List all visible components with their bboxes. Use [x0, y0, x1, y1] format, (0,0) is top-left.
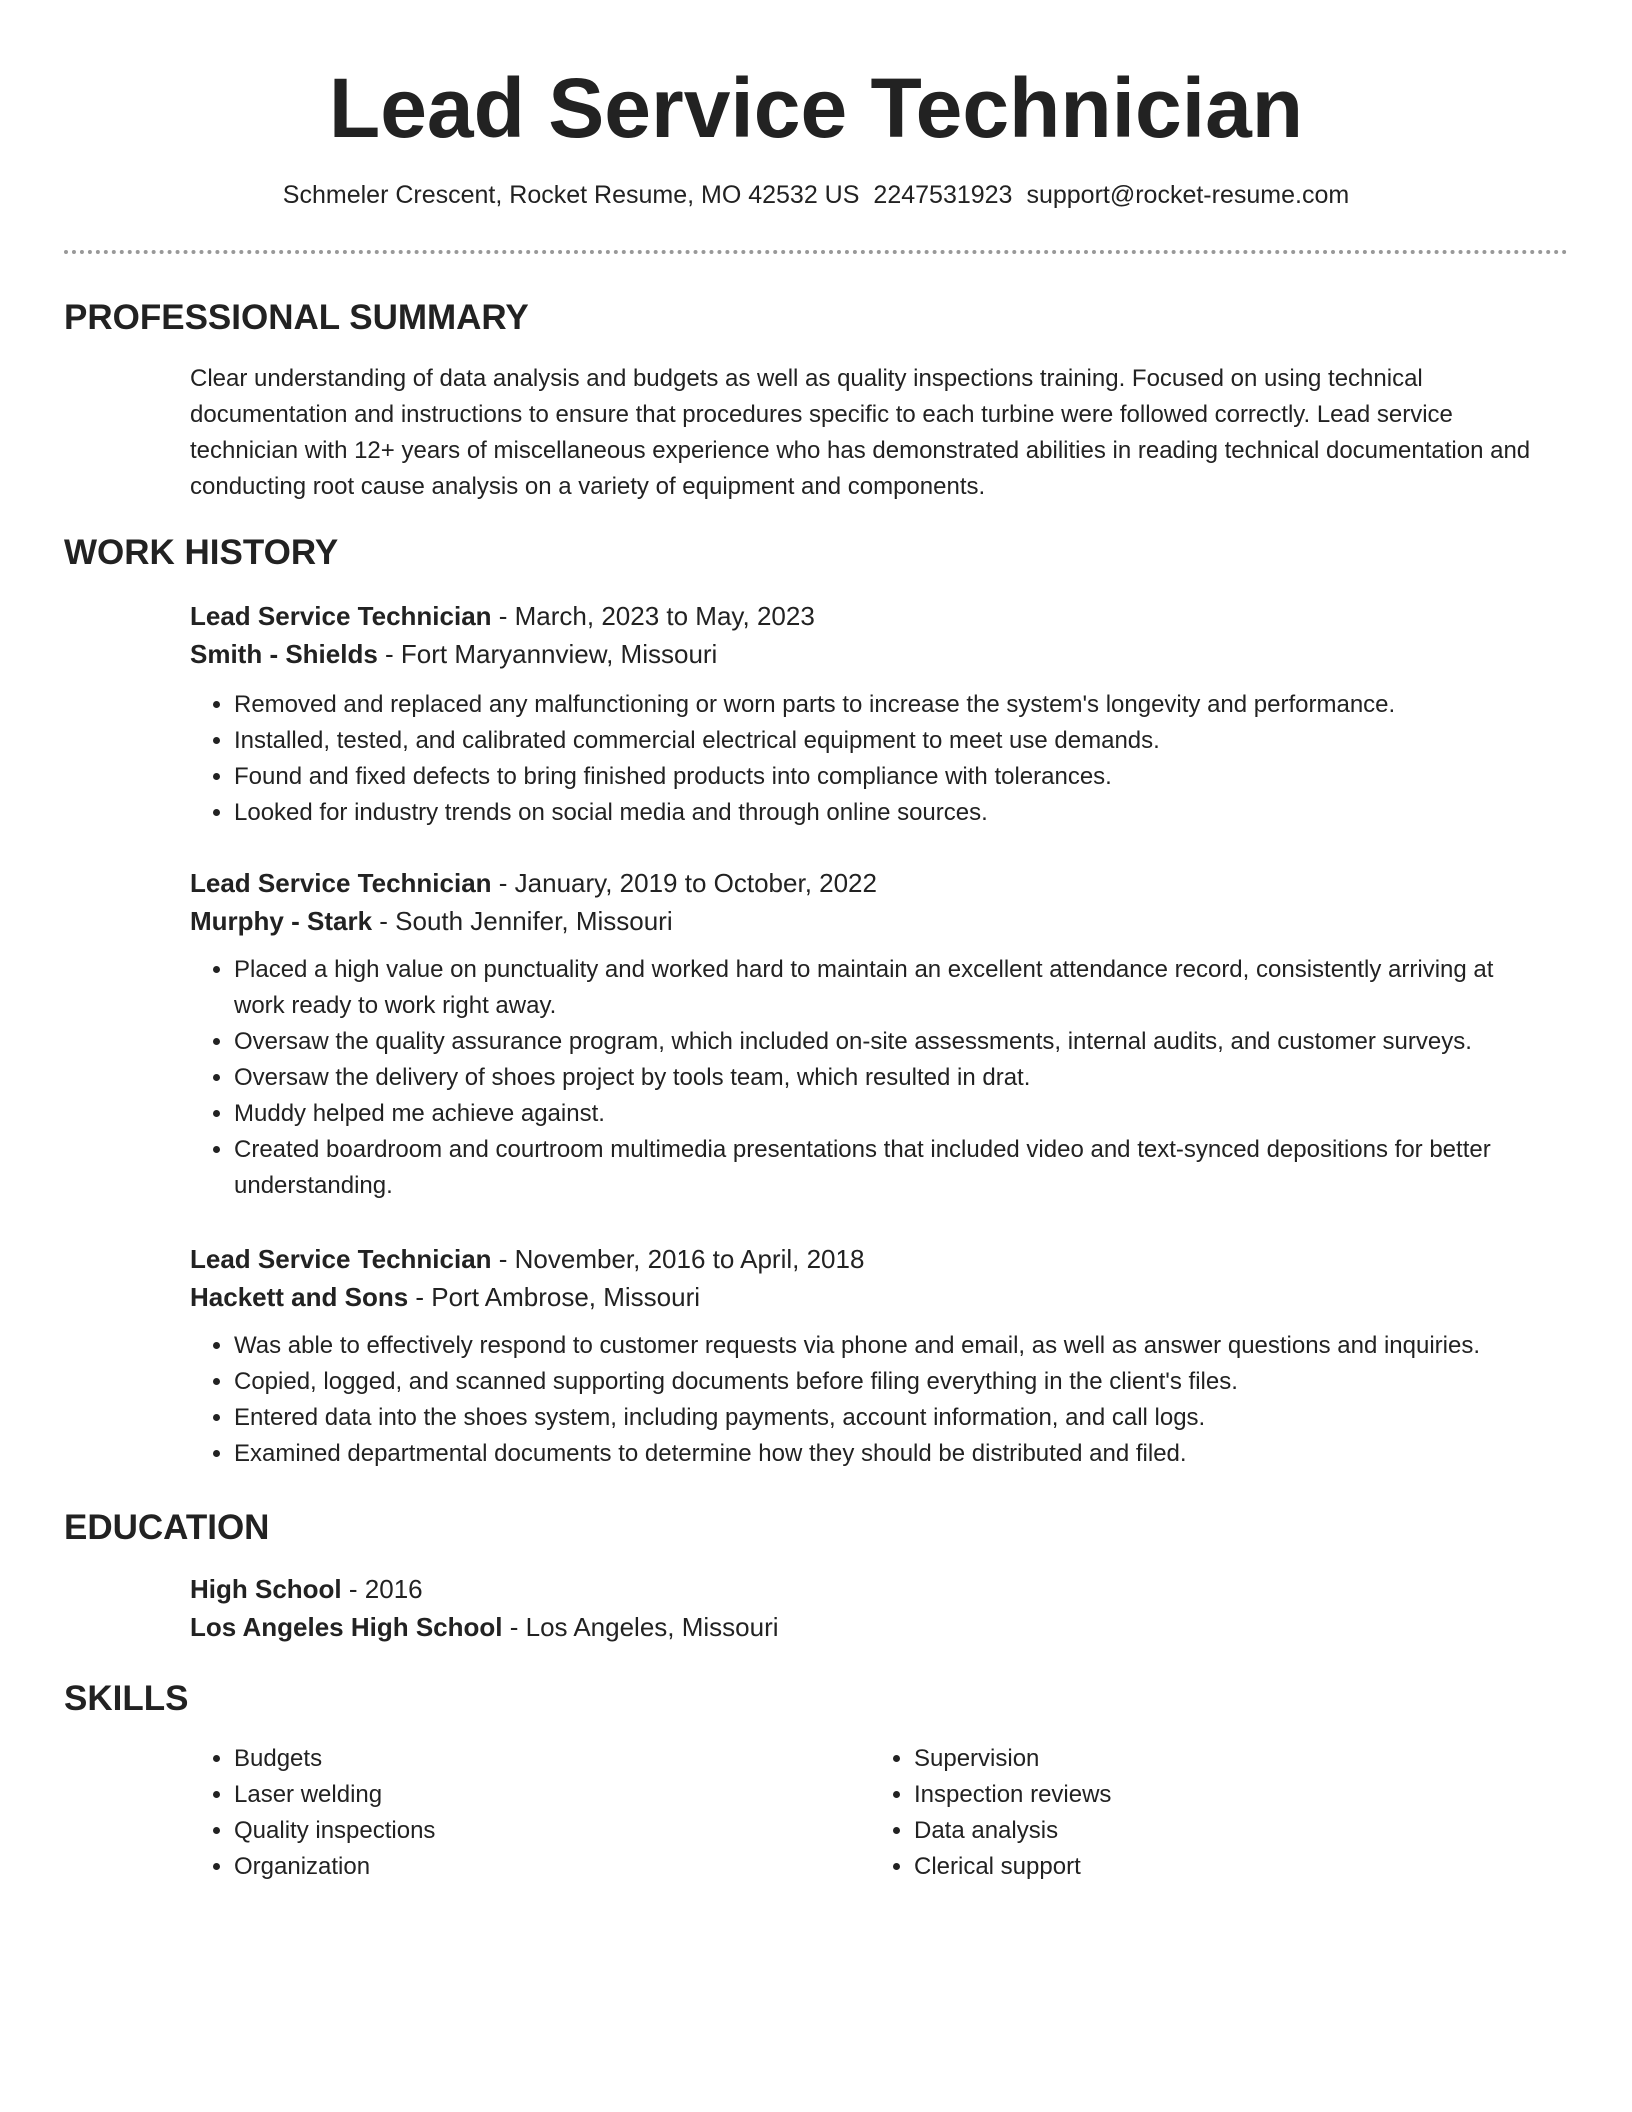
job-bullets	[190, 687, 1550, 831]
resume-header	[64, 0, 1568, 158]
section-title-education: EDUCATION	[64, 1508, 270, 1547]
education-school-line	[190, 1608, 1550, 1646]
job-bullet: • Looked for industry trends on social media and through online sources.	[234, 795, 1550, 831]
skill-item: • Supervision	[914, 1741, 1550, 1777]
contact-address: Schmeler Crescent, Rocket Resume, MO 42532 US	[282, 181, 860, 209]
job-bullet: • Oversaw the quality assurance program, which included on-site assessments, internal audits, and customer surveys.	[234, 1024, 1550, 1060]
job-company: Smith - Shields	[190, 639, 378, 669]
job-role: Lead Service Technician	[190, 1244, 492, 1274]
skill-item: • Laser welding	[234, 1777, 870, 1813]
job-bullets	[190, 1328, 1550, 1472]
skill-item: • Budgets	[234, 1741, 870, 1777]
candidate-name: Lead Service Technician	[328, 61, 1304, 155]
job-bullet: • Created boardroom and courtroom multimedia presentations that included video and text-synced depositions for better understanding.	[234, 1132, 1550, 1204]
job-role: Lead Service Technician	[190, 868, 492, 898]
job-dates: - November, 2016 to April, 2018	[491, 1244, 865, 1274]
job-company: Hackett and Sons	[190, 1282, 409, 1312]
job-bullet: • Copied, logged, and scanned supporting documents before filing everything in the client's files.	[234, 1364, 1550, 1400]
education-degree-line	[190, 1570, 1550, 1608]
section-title-summary: PROFESSIONAL SUMMARY	[64, 298, 529, 337]
job-title-line	[190, 864, 1550, 902]
header-divider	[64, 250, 1568, 254]
job-role: Lead Service Technician	[190, 601, 492, 631]
job-location: - South Jennifer, Missouri	[372, 906, 673, 936]
contact-line	[0, 178, 1632, 212]
education-degree: High School	[190, 1574, 342, 1604]
job-location: - Fort Maryannview, Missouri	[377, 639, 718, 669]
job-company: Murphy - Stark	[190, 906, 373, 936]
job-bullet: • Muddy helped me achieve against.	[234, 1096, 1550, 1132]
job-entry	[190, 864, 1550, 1204]
summary-text: Clear understanding of data analysis and budgets as well as quality inspections training. Focused on using technical documentation and instructions to ensure that procedures specific to each turbine were followed correctly. Lead service technician with 12+ years of miscellaneous experience who has demonstrated abilities in reading technical documentation and conducting root cause analysis on a variety of equipment and components.	[190, 365, 1531, 500]
skill-item: • Clerical support	[914, 1849, 1550, 1885]
education-school: Los Angeles High School	[190, 1612, 503, 1642]
job-bullet: • Oversaw the delivery of shoes project by tools team, which resulted in drat.	[234, 1060, 1550, 1096]
contact-phone: 2247531923	[873, 181, 1013, 209]
section-title-skills: SKILLS	[64, 1679, 189, 1718]
skill-item: • Inspection reviews	[914, 1777, 1550, 1813]
job-bullet: • Removed and replaced any malfunctioning or worn parts to increase the system's longevity and performance.	[234, 687, 1550, 723]
job-bullet: • Installed, tested, and calibrated commercial electrical equipment to meet use demands.	[234, 723, 1550, 759]
skill-item: • Data analysis	[914, 1813, 1550, 1849]
job-bullets	[190, 952, 1550, 1204]
job-bullet: • Was able to effectively respond to customer requests via phone and email, as well as answer questions and inquiries.	[234, 1328, 1550, 1364]
skills-column-right	[870, 1741, 1550, 1885]
job-title-line	[190, 597, 1550, 635]
job-entry	[190, 1240, 1550, 1472]
job-company-line	[190, 635, 1550, 673]
skill-item: • Quality inspections	[234, 1813, 870, 1849]
job-bullet: • Placed a high value on punctuality and worked hard to maintain an excellent attendance record, consistently arriving at work ready to work right away.	[234, 952, 1550, 1024]
job-dates: - January, 2019 to October, 2022	[491, 868, 877, 898]
job-bullet: • Found and fixed defects to bring finished products into compliance with tolerances.	[234, 759, 1550, 795]
skills-column-left	[190, 1741, 870, 1885]
job-bullet: • Examined departmental documents to determine how they should be distributed and filed.	[234, 1436, 1550, 1472]
job-company-line	[190, 1278, 1550, 1316]
job-bullet: • Entered data into the shoes system, including payments, account information, and call logs.	[234, 1400, 1550, 1436]
contact-email: support@rocket-resume.com	[1026, 181, 1350, 209]
skills-list	[190, 1741, 1550, 1885]
job-company-line	[190, 902, 1550, 940]
job-title-line	[190, 1240, 1550, 1278]
job-location: - Port Ambrose, Missouri	[408, 1282, 701, 1312]
job-entry	[190, 597, 1550, 831]
section-title-work-history: WORK HISTORY	[64, 533, 339, 572]
skill-item: • Organization	[234, 1849, 870, 1885]
education-entry	[190, 1570, 1550, 1646]
job-dates: - March, 2023 to May, 2023	[491, 601, 815, 631]
education-year: - 2016	[341, 1574, 423, 1604]
education-location: - Los Angeles, Missouri	[502, 1612, 779, 1642]
